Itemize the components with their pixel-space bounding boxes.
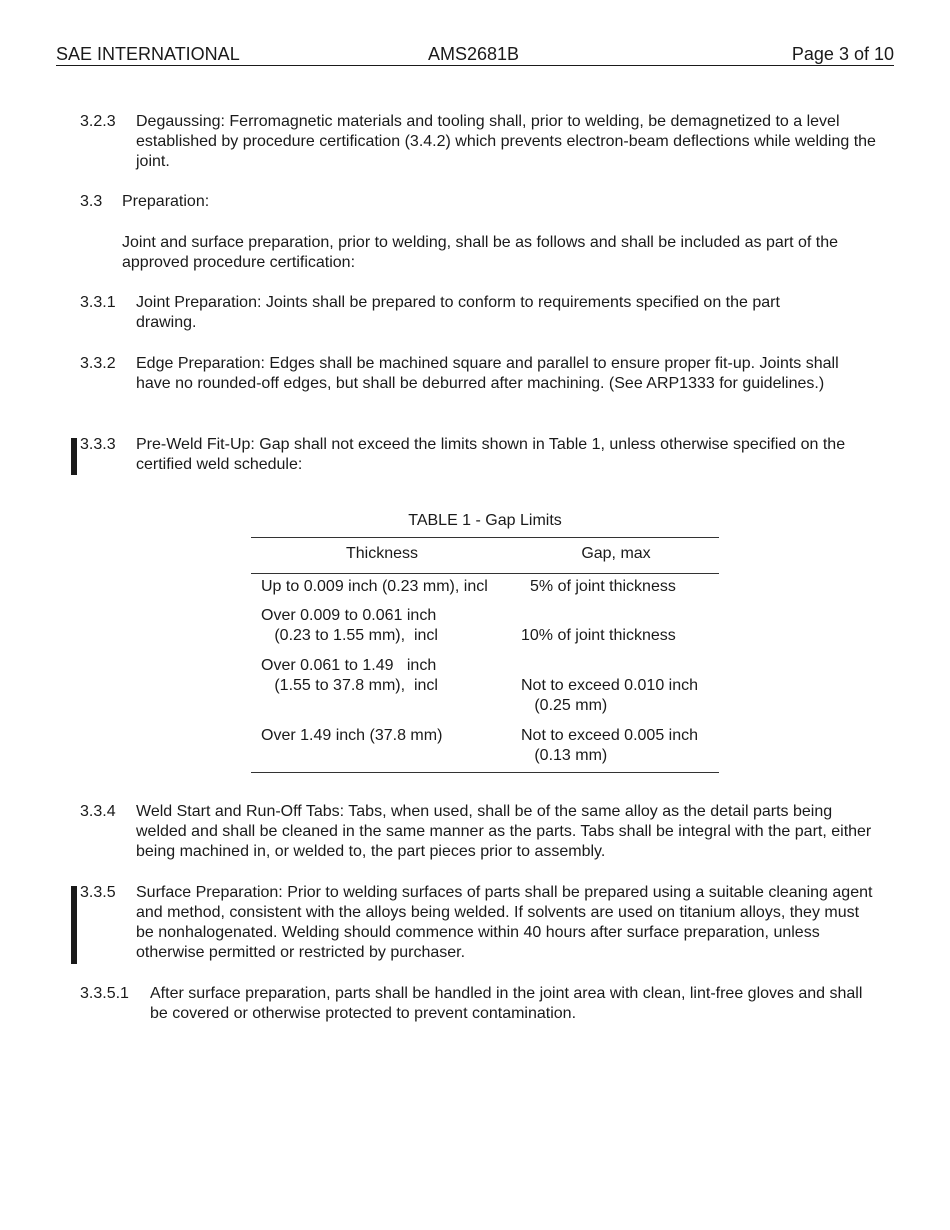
section-number: 3.3 (80, 193, 103, 210)
cell-gap: 5% of joint thickness (530, 578, 676, 595)
header-doc-number: AMS2681B (428, 44, 520, 64)
header-organization: SAE INTERNATIONAL (56, 44, 240, 64)
section-3-3 (80, 192, 880, 212)
section-number: 3.2.3 (80, 113, 116, 130)
table-caption: TABLE 1 - Gap Limits (408, 512, 562, 529)
change-bar (71, 886, 77, 964)
change-bar (71, 438, 77, 475)
table-row (251, 656, 719, 716)
table-row (251, 606, 719, 646)
cell-thickness: Over 0.009 to 0.061 inch (0.23 to 1.55 mm), incl (261, 607, 438, 644)
section-3-3-5-1 (80, 984, 880, 1024)
section-3-3-body (122, 233, 878, 273)
cell-gap: Not to exceed 0.010 inch (0.25 mm) (521, 677, 699, 714)
column-header-thickness: Thickness (345, 545, 419, 562)
section-number: 3.3.1 (80, 294, 116, 311)
section-text: Weld Start and Run-Off Tabs: Tabs, when used, shall be of the same alloy as the detail parts being welded and shall be cleaned in the same manner as the parts. Tabs shall be integral with the part, either being machined in, or welded to, the part pieces prior to assembly. (136, 803, 872, 860)
section-text: Degaussing: Ferromagnetic materials and tooling shall, prior to welding, be demagnetized to a level established by procedure certification (3.4.2) which prevents electron-beam deflections while welding the joint. (136, 113, 876, 170)
cell-thickness: Over 1.49 inch (37.8 mm) (261, 727, 443, 744)
section-text: Joint and surface preparation, prior to welding, shall be as follows and shall be included as part of the approved procedure certification: (122, 234, 838, 271)
section-3-3-1 (80, 293, 880, 333)
page-header (56, 44, 894, 66)
table-header (251, 538, 719, 574)
table-row (251, 726, 719, 766)
section-text: Pre-Weld Fit-Up: Gap shall not exceed the limits shown in Table 1, unless otherwise specified on the certified weld schedule: (136, 436, 846, 473)
section-number: 3.3.5 (80, 884, 116, 901)
section-3-3-4 (80, 802, 880, 862)
section-number: 3.3.5.1 (80, 985, 129, 1002)
section-number: 3.3.2 (80, 355, 116, 372)
section-text: Edge Preparation: Edges shall be machined square and parallel to ensure proper fit-up. Joints shall have no rounded-off edges, but shall be deburred after machining. (See ARP1333 for guidelines.) (136, 355, 839, 392)
section-3-3-3 (80, 435, 880, 475)
section-heading: Preparation: (122, 193, 210, 210)
section-text: After surface preparation, parts shall be handled in the joint area with clean, lint-free gloves and shall be covered or otherwise protected to prevent contamination. (150, 985, 863, 1022)
section-number: 3.3.3 (80, 436, 116, 453)
cell-gap: Not to exceed 0.005 inch (0.13 mm) (521, 727, 699, 764)
header-page-number: Page 3 of 10 (791, 44, 894, 64)
cell-thickness: Over 0.061 to 1.49 inch (1.55 to 37.8 mm), incl (261, 657, 438, 694)
section-3-3-5 (80, 883, 880, 963)
gap-limits-table (251, 537, 719, 773)
section-3-2-3 (80, 112, 880, 172)
section-number: 3.3.4 (80, 803, 116, 820)
cell-gap: 10% of joint thickness (521, 627, 676, 644)
section-text: Surface Preparation: Prior to welding surfaces of parts shall be prepared using a suitable cleaning agent and method, consistent with the alloys being welded. If solvents are used on titanium alloys, they must be nonhalogenated. Welding should commence within 40 hours after surface preparation, unless otherwise permitted or restricted by purchaser. (136, 884, 873, 961)
column-header-gap: Gap, max (581, 545, 651, 562)
cell-thickness: Up to 0.009 inch (0.23 mm), incl (261, 578, 488, 595)
section-text: Joint Preparation: Joints shall be prepared to conform to requirements specified on the part drawing. (136, 294, 780, 331)
section-3-3-2 (80, 354, 880, 414)
table-row (251, 577, 719, 597)
